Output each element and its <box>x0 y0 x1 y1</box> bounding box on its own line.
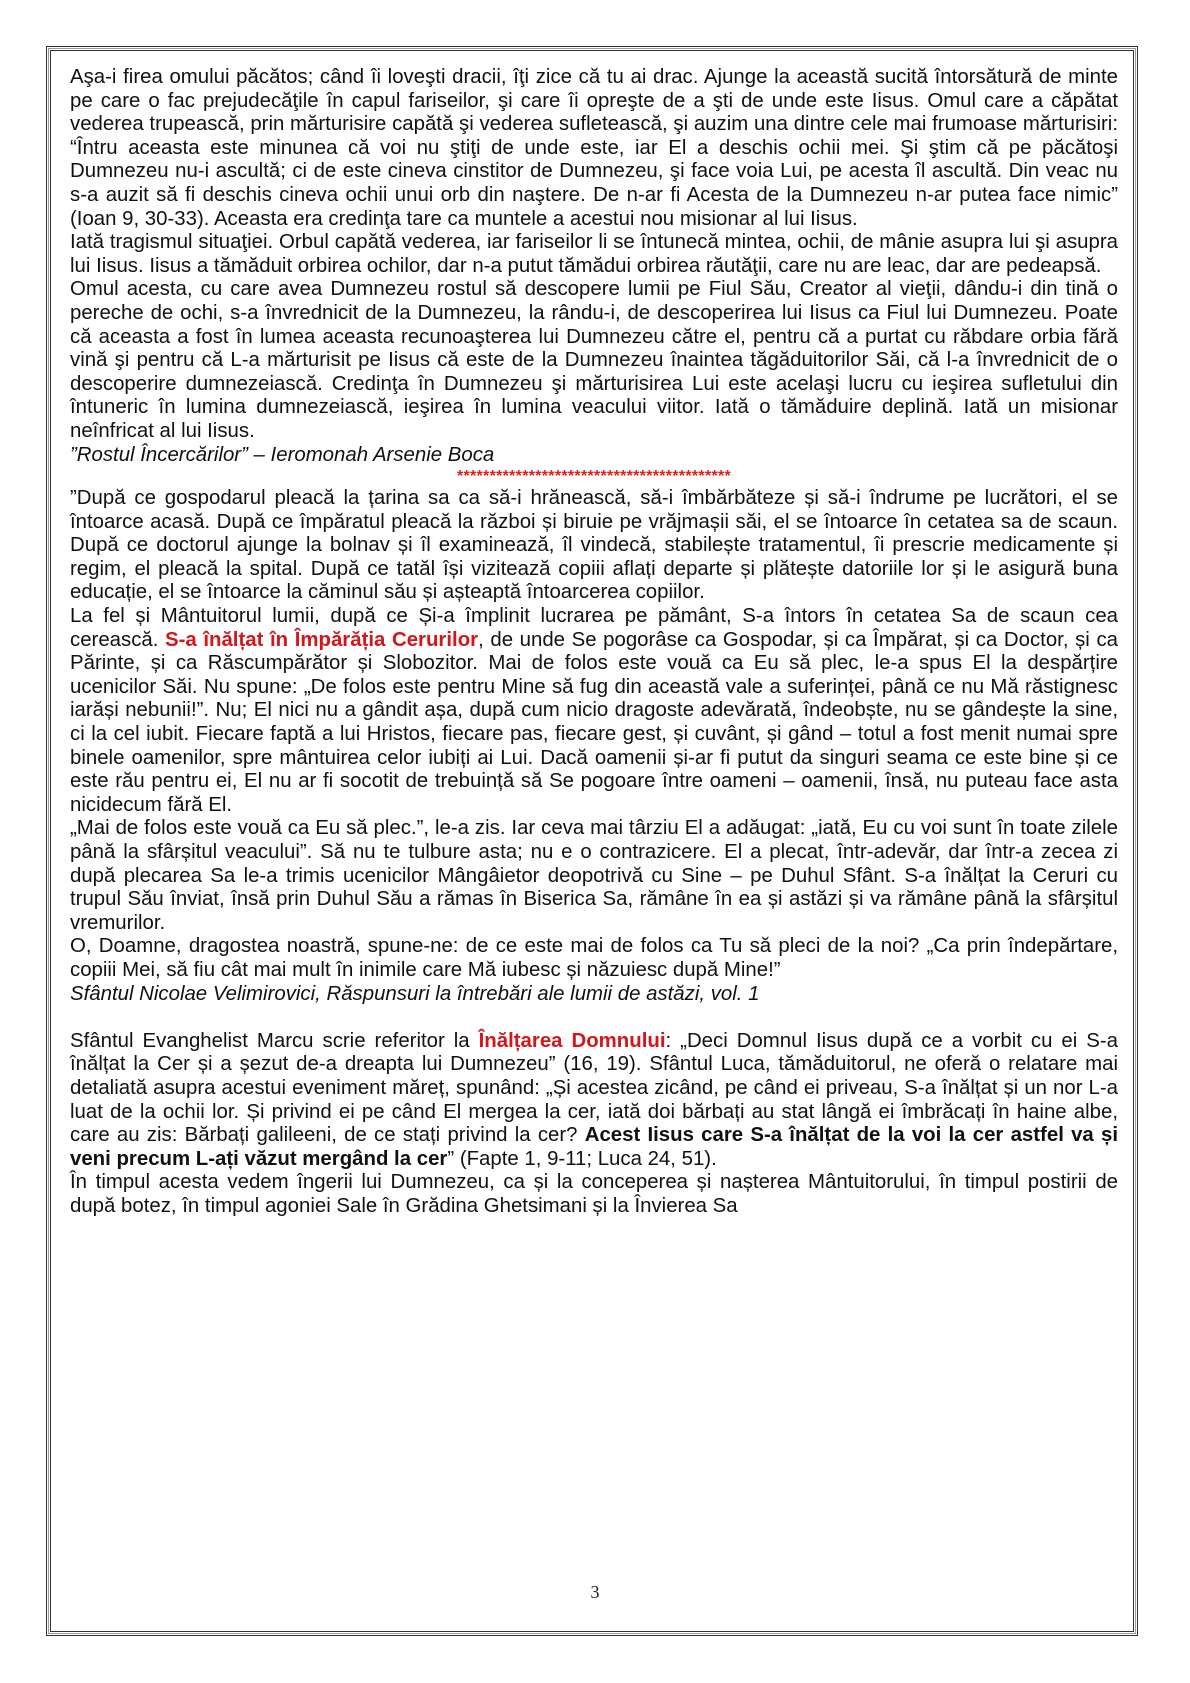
paragraph: „Mai de folos este vouă ca Eu să plec.”, le-a zis. Iar ceva mai târziu El a adăugat: „iată, Eu cu voi sunt în toate zilele până la sfârșitul veacului”. Să nu te tulbure asta; nu e o contrazicere. El a plecat, într-adevăr, dar într-a zecea zi după plecarea Sa le-a trimis ucenicilor Mângâietor deopotrivă cu Sine – pe Duhul Sfânt. S-a înălțat la Ceruri cu trupul Său înviat, însă prin Duhul Său a rămas în Biserica Sa, rămâne în ea și astăzi și va rămâne până la sfârșitul vremurilor. <box>70 817 1118 934</box>
highlighted-phrase: S-a înălțat în Împărăția Cerurilor <box>165 628 479 651</box>
page-number: 3 <box>590 1582 600 1602</box>
document-body <box>70 66 1118 1219</box>
paragraph <box>70 605 1118 817</box>
paragraph: Aşa-i firea omului păcătos; când îi loveşti dracii, îţi zice că tu ai drac. Ajunge la această sucită întorsătură de minte pe care o fac prejudecăţile în capul fariseilor, şi care îi opreşte de a şti de unde este Iisus. Omul care a căpătat vederea trupească, prin mărturisire capătă şi vederea sufletească, şi auzim una dintre cele mai frumoase mărturisiri: “Întru aceasta este minunea că voi nu ştiţi de unde este, iar El a deschis ochii mei. Şi ştim că pe păcătoşi Dumnezeu nu-i ascultă; ci de este cineva cinstitor de Dumnezeu, şi face voia Lui, pe acesta îl ascultă. Din veac nu s-a auzit să fi deschis cineva ochii unui orb din naştere. De n-ar fi Acesta de la Dumnezeu n-ar putea face nimic” (Ioan 9, 30-33). Aceasta era credinţa tare ca muntele a acestui nou misionar al lui Iisus. <box>70 66 1118 230</box>
paragraph: În timpul acesta vedem îngerii lui Dumnezeu, ca și la conceperea și nașterea Mântuitorului, în timpul postirii de după botez, în timpul agoniei Sale în Grădina Ghetsimani și la Învierea Sa <box>70 1171 1118 1217</box>
text-run: Sfântul Evanghelist Marcu scrie referitor la <box>70 1029 479 1052</box>
text-run: : „Deci Domnul Iisus după ce a vorbit cu ei S-a înălțat la Cer și a șezut de-a dreapta lui Dumnezeu” (16, 19). Sfântul Luca, tămăduitorul, ne oferă o relatare mai detaliată asupra acestui eveniment măreț, spunând: „Și acestea zicând, pe când ei priveau, S-a înălțat și un nor L-a luat de la ochii lor. Și privind ei pe când El mergea la cer, iată doi bărbați au stat lângă ei îmbrăcați în haine albe, care au zis: Bărbați galileeni, de ce stați privind la cer? <box>70 1029 1119 1147</box>
text-run: La fel și Mântuitorul lumii, după ce Și-a împlinit lucrarea pe pământ, S-a întors în cetatea Sa de scaun cea cerească. <box>70 605 1118 651</box>
text-run: , de unde Se pogorâse ca Gospodar, și ca Împărat, și ca Doctor, și ca Părinte, și ca Răscumpărător și Slobozitor. Mai de folos este vouă ca Eu să plec, le-a spus El la despărțire ucenicilor Săi. Nu spune: „De folos este pentru Mine să fug din această vale a suferinței, până ce nu Mă răstignesc iarăși nebunii!”. Nu; El nici nu a gândit așa, după cum nicio dragoste adevărată, îndeobște, nu se gândește la sine, ci la cel iubit. Fiecare faptă a lui Hristos, fiecare pas, fiecare gest, și cuvânt, și gând – totul a fost menit numai spre binele oamenilor, spre mântuirea celor iubiți ai Lui. Dacă oamenii și-ar fi putut da singuri seama ce este bine și ce este rău pentru ei, El nu ar fi socotit de trebuință să Se pogoare între oameni – oamenii, însă, nu puteau face asta nicidecum fără El. <box>70 628 1118 816</box>
paragraph: Omul acesta, cu care avea Dumnezeu rostul să descopere lumii pe Fiul Său, Creator al vieţii, dându-i din tină o pereche de ochi, s-a învrednicit de la Dumnezeu, la rându-i, de descoperirea lui Iisus ca Fiul lui Dumnezeu. Poate că aceasta a fost în lumea aceasta recunoaşterea lui Dumnezeu către el, pentru că a purtat cu răbdare orbia fără vină şi pentru că L-a mărturisit pe Iisus că este de la Dumnezeu înaintea tăgăduitorilor Săi, că l-a învrednicit de o descoperire dumnezeiască. Credinţa în Dumnezeu şi mărturisirea Lui este acelaşi lucru cu ieşirea sufletului din întuneric în lumina dumnezeiască, ieşirea în lumina veacului viitor. Iată o tămăduire deplină. Iată un misionar neînfricat al lui Iisus. <box>70 278 1118 442</box>
citation: Sfântul Nicolae Velimirovici, Răspunsuri la întrebări ale lumii de astăzi, vol. 1 <box>70 982 760 1005</box>
spacer <box>70 1006 1118 1030</box>
paragraph: ”După ce gospodarul pleacă la țarina sa ca să-i hrănească, să-i îmbărbăteze și să-i îndrume pe lucrători, el se întoarce acasă. După ce împăratul pleacă la război și biruie pe vrăjmașii săi, el se întoarce în cetatea sa de scaun. După ce doctorul ajunge la bolnav și îl examinează, îl vindecă, stabilește tratamentul, îi prescrie medicamente și regim, el pleacă la spital. După ce tatăl își vizitează copiii aflați departe și plătește datoriile lor și le asigură buna educație, el se întoarce la căminul său și așteaptă întoarcerea copiilor. <box>70 487 1118 604</box>
separator: ****************************************** <box>456 468 732 486</box>
citation: ”Rostul Încercărilor” – Ieromonah Arsenie Boca <box>70 443 495 466</box>
highlighted-phrase: Înălțarea Domnului <box>478 1029 666 1052</box>
paragraph: Iată tragismul situaţiei. Orbul capătă vederea, iar fariseilor li se întunecă mintea, ochii, de mânie asupra lui şi asupra lui Iisus. Iisus a tămăduit orbirea ochilor, dar n-a putut tămădui orbirea răutăţii, care nu are leac, dar are pedeapsă. <box>70 231 1118 277</box>
text-run: ” (Fapte 1, 9-11; Luca 24, 51). <box>447 1147 717 1170</box>
paragraph <box>70 1030 1118 1172</box>
paragraph: O, Doamne, dragostea noastră, spune-ne: de ce este mai de folos ca Tu să pleci de la noi? „Ca prin îndepărtare, copiii Mei, să fiu cât mai mult în inimile care Mă iubesc și năzuiesc după Mine!” <box>70 935 1118 981</box>
bold-quote: Acest Iisus care S-a înălțat de la voi la cer astfel va și veni precum L-ați văzut mergând la cer <box>70 1124 1118 1170</box>
